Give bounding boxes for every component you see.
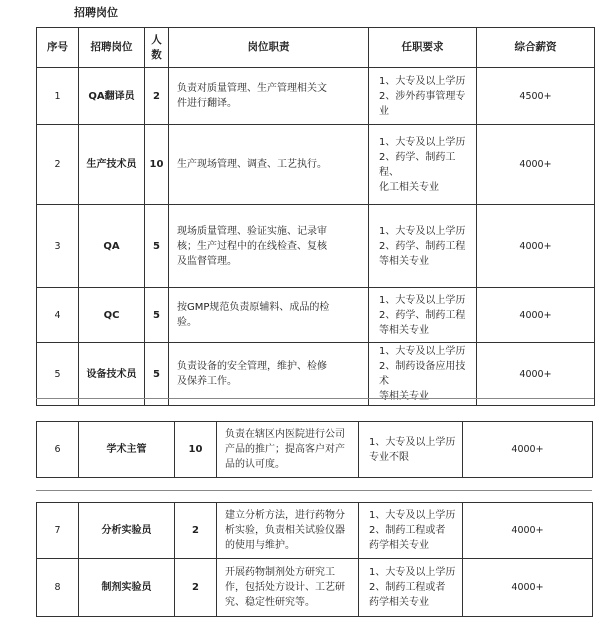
requirement-line: 化工相关专业 [379,181,439,193]
requirement-line: 1、大专及以上学历 [379,294,466,306]
row-position: 设备技术员 [79,343,145,406]
duty-line: 生产现场管理、调查、工艺执行。 [177,159,327,170]
row-count: 5 [145,205,169,288]
header-position: 招聘岗位 [79,28,145,68]
requirement-line: 2、制药工程或者 [369,582,446,593]
duty-line: 负责在辖区内医院进行公司 [225,429,345,440]
header-salary: 综合薪资 [477,28,595,68]
row-seq: 2 [37,125,79,205]
requirement-line: 等相关专业 [379,391,429,402]
duty-line: 开展药物制剂处方研究工 [225,567,335,578]
requirement-line: 2、药学、制药工程 [379,309,466,321]
row-requirements [369,68,477,125]
row-duties [217,422,359,478]
table-row [37,288,595,343]
section-title: 招聘岗位 [74,6,118,19]
row-seq: 1 [37,68,79,125]
divider [36,398,594,399]
duty-line: 建立分析方法，进行药物分 [225,510,345,521]
row-count: 2 [175,559,217,617]
divider [36,490,592,491]
table-row [37,343,595,406]
header-count: 人数 [145,28,169,68]
duty-line: 验。 [177,317,197,328]
row-seq: 8 [37,559,79,617]
row-position: 分析实验员 [79,503,175,559]
row-count: 10 [175,422,217,478]
row-position: 制剂实验员 [79,559,175,617]
duty-line: 究、稳定性研究等。 [225,597,315,608]
table-row [37,422,593,478]
table-header-row [37,28,595,68]
positions-table-3 [36,502,593,617]
row-position: 生产技术员 [79,125,145,205]
requirement-line: 1、大专及以上学历 [379,346,466,357]
table-row [37,205,595,288]
requirement-line: 药学相关专业 [369,540,429,551]
row-requirements [369,288,477,343]
row-count: 5 [145,288,169,343]
duty-line: 现场质量管理、验证实施、记录审 [177,225,327,237]
row-duties [169,288,369,343]
row-position: QC [79,288,145,343]
row-salary: 4000+ [477,125,595,205]
row-seq: 5 [37,343,79,406]
duty-line: 负责设备的安全管理，维护、检修 [177,361,327,372]
row-requirements [369,343,477,406]
row-seq: 6 [37,422,79,478]
row-duties [169,205,369,288]
row-duties [217,503,359,559]
row-seq: 3 [37,205,79,288]
row-requirements [359,422,463,478]
duty-line: 核；生产过程中的在线检查、复核 [177,240,327,252]
requirement-line: 2、药学、制药工程 [379,240,466,252]
duty-line: 件进行翻译。 [177,98,237,109]
row-seq: 4 [37,288,79,343]
header-requirements: 任职要求 [369,28,477,68]
row-duties [169,343,369,406]
row-requirements [359,503,463,559]
row-duties [217,559,359,617]
table-row [37,559,593,617]
requirement-line: 1、大专及以上学历 [369,510,456,521]
requirement-line: 1、大专及以上学历 [379,136,466,148]
requirement-line: 1、大专及以上学历 [369,436,456,448]
row-seq: 7 [37,503,79,559]
table-row [37,503,593,559]
duty-line: 负责对质量管理、生产管理相关文 [177,83,327,94]
positions-table-1 [36,27,595,406]
row-salary: 4000+ [463,422,593,478]
requirement-line: 专业不限 [369,451,409,463]
row-salary: 4000+ [463,559,593,617]
duty-line: 及监督管理。 [177,255,237,267]
row-position: QA翻译员 [79,68,145,125]
header-seq: 序号 [37,28,79,68]
requirement-line: 等相关专业 [379,324,429,336]
row-position: QA [79,205,145,288]
row-salary: 4000+ [477,288,595,343]
row-duties [169,125,369,205]
duty-line: 的使用与维护。 [225,540,295,551]
table-row [37,68,595,125]
requirement-line: 药学相关专业 [369,597,429,608]
row-salary: 4500+ [477,68,595,125]
row-count: 10 [145,125,169,205]
requirement-line: 1、大专及以上学历 [379,225,466,237]
row-salary: 4000+ [477,343,595,406]
requirement-line: 1、大专及以上学历 [379,75,466,87]
duty-line: 及保养工作。 [177,376,237,387]
positions-table-2 [36,421,593,478]
duty-line: 析实验，负责相关试验仪器 [225,525,345,536]
duty-line: 作，包括处方设计、工艺研 [225,582,345,593]
table-row [37,125,595,205]
row-duties [169,68,369,125]
requirement-line: 2、涉外药事管理专业 [379,90,466,117]
duty-line: 按GMP规范负责原辅料、成品的检 [177,302,330,313]
row-count: 5 [145,343,169,406]
requirement-line: 2、制药工程或者 [369,525,446,536]
requirement-line: 1、大专及以上学历 [369,567,456,578]
row-salary: 4000+ [477,205,595,288]
row-requirements [359,559,463,617]
row-requirements [369,125,477,205]
row-count: 2 [145,68,169,125]
header-duties: 岗位职责 [169,28,369,68]
duty-line: 品的认可度。 [225,459,285,470]
requirement-line: 2、制药设备应用技术 [379,361,466,387]
row-requirements [369,205,477,288]
row-count: 2 [175,503,217,559]
requirement-line: 2、药学、制药工程、 [379,151,456,178]
duty-line: 产品的推广；提高客户对产 [225,444,345,455]
row-salary: 4000+ [463,503,593,559]
row-position: 学术主管 [79,422,175,478]
requirement-line: 等相关专业 [379,255,429,267]
